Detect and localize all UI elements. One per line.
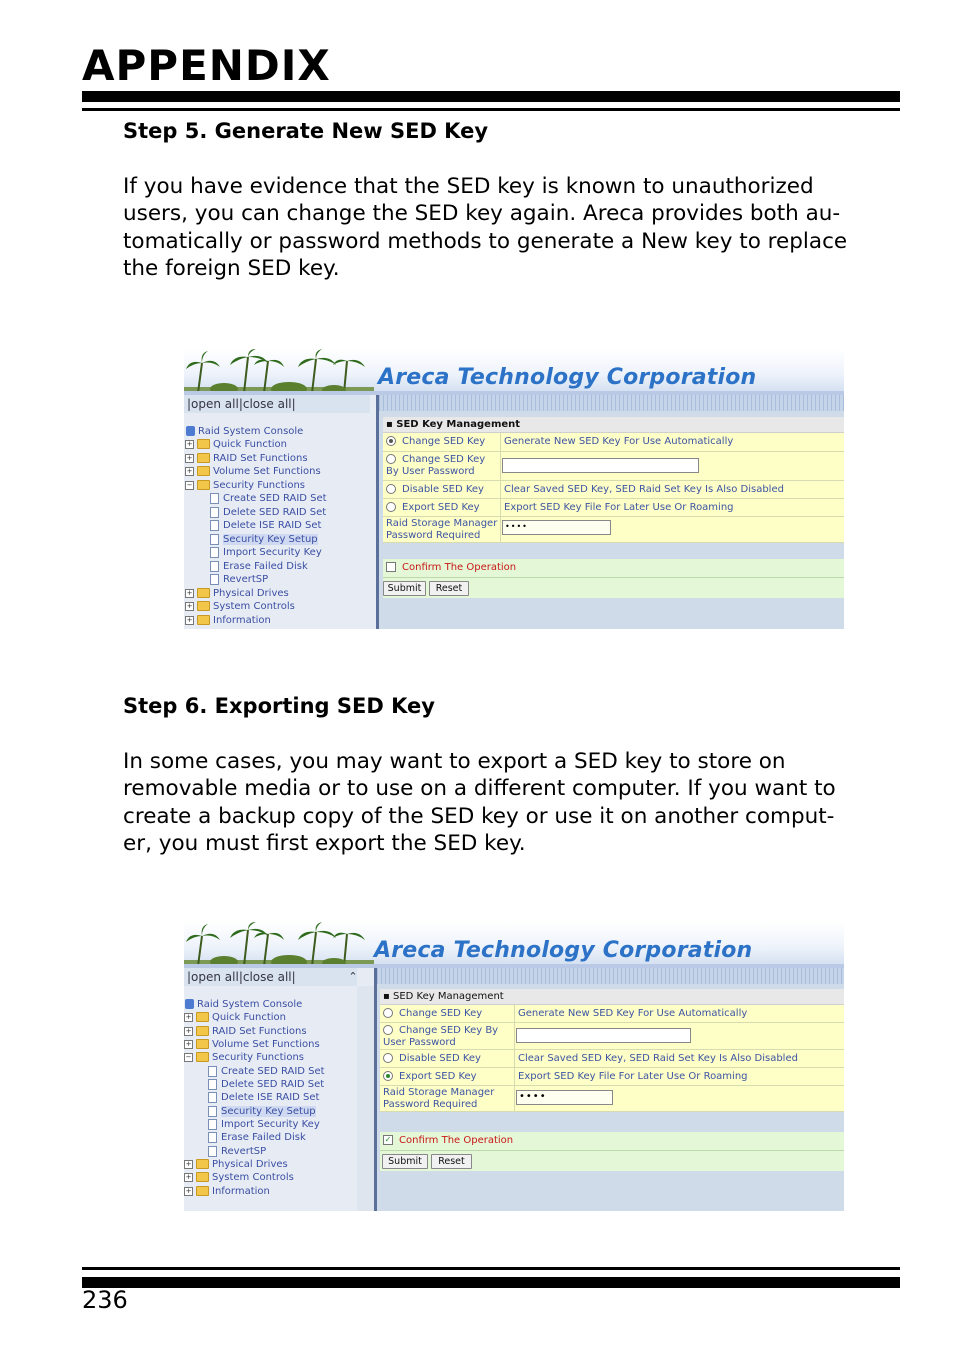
tree-item-delete-sed-raid-set[interactable]: Delete SED RAID Set	[210, 506, 326, 519]
row-change-password: Change SED Key By User Password	[383, 452, 844, 481]
folder-icon	[197, 439, 210, 449]
form-heading: ▪ SED Key Management	[383, 417, 844, 433]
app-banner	[184, 349, 844, 395]
footer-rule-thin	[82, 1267, 900, 1270]
content-pane	[379, 395, 844, 629]
manager-password-input[interactable]: ••••	[502, 520, 611, 535]
confirm-row: ✓ Confirm The Operation	[380, 1132, 844, 1151]
radio-disable[interactable]	[386, 484, 396, 494]
row-change-password: Change SED Key By User Password	[380, 1023, 844, 1050]
step5-line: tomatically or password methods to generate a New key to replace	[123, 228, 848, 254]
folder-icon	[197, 588, 210, 598]
row-export: Export SED Key Export SED Key File For Later Use Or Roaming	[383, 499, 844, 517]
tree-item-delete-ise-raid-set[interactable]: Delete ISE RAID Set	[208, 1091, 319, 1104]
tree-item-physical-drives[interactable]: + Physical Drives	[185, 1159, 288, 1170]
folder-icon	[196, 1026, 209, 1036]
folder-icon	[196, 1012, 209, 1022]
page-icon	[208, 1066, 217, 1077]
navigation-pane	[184, 968, 374, 1211]
expand-icon: +	[186, 466, 193, 475]
reset-button[interactable]: Reset	[429, 581, 469, 596]
radio-export[interactable]	[386, 502, 396, 512]
step6-title: Step 6. Exporting SED Key	[123, 694, 435, 718]
app-banner	[184, 922, 844, 968]
tree-item-revertsp[interactable]: RevertSP	[210, 573, 268, 586]
tree-item-information[interactable]: + Information	[186, 615, 271, 626]
tree-item-raid-console[interactable]: Raid System Console	[186, 425, 303, 438]
tree-item-security-functions[interactable]: − Security Functions	[186, 480, 305, 491]
radio-export[interactable]	[383, 1071, 393, 1081]
tree-item-security-key-setup[interactable]: Security Key Setup	[210, 533, 318, 546]
header-rule-thick	[82, 91, 900, 102]
radio-change-password[interactable]	[386, 454, 396, 464]
tree-item-physical-drives[interactable]: + Physical Drives	[186, 588, 289, 599]
radio-disable[interactable]	[383, 1053, 393, 1063]
expand-icon: +	[186, 588, 193, 597]
screenshot-generate-sed-key	[184, 349, 844, 629]
expand-icon: +	[186, 615, 193, 624]
page-icon	[208, 1092, 217, 1103]
radio-change-auto[interactable]	[383, 1008, 393, 1018]
folder-icon	[196, 1186, 209, 1196]
radio-change-auto[interactable]	[386, 436, 396, 446]
tree-item-create-sed-raid-set[interactable]: Create SED RAID Set	[210, 492, 327, 505]
header-rule-thin	[82, 108, 900, 111]
folder-icon	[196, 1039, 209, 1049]
confirm-checkbox[interactable]	[386, 562, 396, 572]
console-icon	[185, 999, 194, 1009]
step6-line: removable media or to use on a different computer. If you want to	[123, 776, 836, 802]
tree-item-import-security-key[interactable]: Import Security Key	[210, 546, 322, 559]
page-icon	[210, 574, 219, 585]
tree-item-import-security-key[interactable]: Import Security Key	[208, 1118, 320, 1131]
scrollbar-track[interactable]	[357, 986, 374, 1211]
manager-password-input[interactable]: ••••	[516, 1090, 613, 1105]
page-icon	[208, 1132, 217, 1143]
expand-icon: +	[185, 1039, 192, 1048]
folder-open-icon	[196, 1052, 209, 1062]
tree-item-volume-set-functions[interactable]: + Volume Set Functions	[185, 1039, 320, 1050]
step5-paragraph	[123, 173, 898, 282]
step5-line: users, you can change the SED key again. Areca provides both au-	[123, 201, 841, 227]
form-heading: ▪ SED Key Management	[380, 989, 844, 1005]
page-number: 236	[82, 1286, 128, 1314]
submit-button[interactable]: Submit	[383, 581, 426, 596]
row-change-auto: Change SED Key Generate New SED Key For Use Automatically	[383, 433, 844, 452]
palm-trees-logo	[184, 922, 374, 968]
tree-item-delete-sed-raid-set[interactable]: Delete SED RAID Set	[208, 1078, 324, 1091]
confirm-checkbox[interactable]: ✓	[384, 1135, 392, 1144]
folder-icon	[197, 466, 210, 476]
expand-icon: +	[185, 1186, 192, 1195]
radio-change-password[interactable]	[383, 1025, 393, 1035]
expand-icon: +	[185, 1159, 192, 1168]
page-header-title: APPENDIX	[82, 41, 331, 90]
page-icon	[208, 1146, 217, 1157]
tree-item-raid-console[interactable]: Raid System Console	[185, 998, 302, 1011]
tree-item-volume-set-functions[interactable]: + Volume Set Functions	[186, 466, 321, 477]
page-icon	[208, 1119, 217, 1130]
folder-icon	[197, 453, 210, 463]
tree-item-information[interactable]: + Information	[185, 1186, 270, 1197]
tree-item-quick-function[interactable]: + Quick Function	[185, 1012, 286, 1023]
palm-trees-logo	[184, 349, 374, 395]
scroll-up-icon[interactable]: ⌃	[348, 970, 358, 983]
page-icon	[208, 1079, 217, 1090]
folder-open-icon	[197, 480, 210, 490]
row-password: Raid Storage Manager Password Required ••••	[380, 1086, 844, 1112]
open-close-all-link[interactable]: |open all|close all|	[184, 968, 357, 986]
row-change-auto: Change SED Key Generate New SED Key For Use Automatically	[380, 1005, 844, 1023]
footer-rule-thick	[82, 1277, 900, 1288]
row-disable: Disable SED Key Clear Saved SED Key, SED Raid Set Key Is Also Disabled	[383, 481, 844, 499]
tree-item-raid-set-functions[interactable]: + RAID Set Functions	[186, 453, 308, 464]
step5-line: If you have evidence that the SED key is known to unauthorized	[123, 174, 814, 199]
expand-icon: +	[185, 1172, 192, 1181]
page-icon	[210, 507, 219, 518]
console-icon	[186, 426, 195, 436]
folder-icon	[197, 601, 210, 611]
tree-item-security-key-setup[interactable]: Security Key Setup	[208, 1105, 316, 1118]
step5-line: the foreign SED key.	[123, 255, 340, 281]
page-icon	[210, 534, 219, 545]
collapse-icon: −	[186, 480, 193, 489]
step5-title: Step 5. Generate New SED Key	[123, 119, 489, 143]
tree-item-delete-ise-raid-set[interactable]: Delete ISE RAID Set	[210, 519, 321, 532]
expand-icon: +	[186, 601, 193, 610]
company-name: Areca Technology Corporation	[374, 938, 753, 963]
expand-icon: +	[186, 439, 193, 448]
step6-line: create a backup copy of the SED key or use it on another comput-	[123, 803, 835, 829]
tree-item-erase-failed-disk[interactable]: Erase Failed Disk	[208, 1131, 306, 1144]
tree-item-system-controls[interactable]: + System Controls	[185, 1172, 294, 1183]
page-icon	[210, 493, 219, 504]
tree-item-revertsp[interactable]: RevertSP	[208, 1145, 266, 1158]
tree-item-system-controls[interactable]: + System Controls	[186, 601, 295, 612]
folder-icon	[197, 615, 210, 625]
page-icon	[210, 520, 219, 531]
confirm-row: Confirm The Operation	[383, 559, 844, 578]
reset-button[interactable]: Reset	[431, 1154, 472, 1169]
row-password: Raid Storage Manager Password Required ••••	[383, 517, 844, 543]
page-icon	[208, 1106, 217, 1117]
page-icon	[210, 561, 219, 572]
expand-icon: +	[185, 1026, 192, 1035]
screenshot-export-sed-key	[184, 922, 844, 1211]
navigation-pane	[184, 395, 376, 629]
tree-item-quick-function[interactable]: + Quick Function	[186, 439, 287, 450]
submit-button[interactable]: Submit	[382, 1154, 428, 1169]
expand-icon: +	[186, 453, 193, 462]
step6-line: In some cases, you may want to export a SED key to store on	[123, 749, 786, 774]
row-export: Export SED Key Export SED Key File For Later Use Or Roaming	[380, 1068, 844, 1086]
content-pane	[377, 968, 844, 1211]
company-name: Areca Technology Corporation	[378, 365, 757, 390]
folder-icon	[196, 1172, 209, 1182]
tree-item-erase-failed-disk[interactable]: Erase Failed Disk	[210, 560, 308, 573]
tree-item-raid-set-functions[interactable]: + RAID Set Functions	[185, 1026, 307, 1037]
expand-icon: +	[185, 1012, 192, 1021]
new-password-input[interactable]	[516, 1028, 691, 1043]
step6-paragraph	[123, 748, 898, 857]
open-close-all-link[interactable]: |open all|close all|	[184, 395, 370, 413]
collapse-icon: −	[185, 1052, 192, 1061]
step6-line: er, you must first export the SED key.	[123, 830, 526, 856]
tree-item-create-sed-raid-set[interactable]: Create SED RAID Set	[208, 1065, 325, 1078]
row-disable: Disable SED Key Clear Saved SED Key, SED Raid Set Key Is Also Disabled	[380, 1050, 844, 1068]
page-icon	[210, 547, 219, 558]
new-password-input[interactable]	[502, 458, 699, 473]
tree-item-security-functions[interactable]: − Security Functions	[185, 1052, 304, 1063]
folder-icon	[196, 1159, 209, 1169]
